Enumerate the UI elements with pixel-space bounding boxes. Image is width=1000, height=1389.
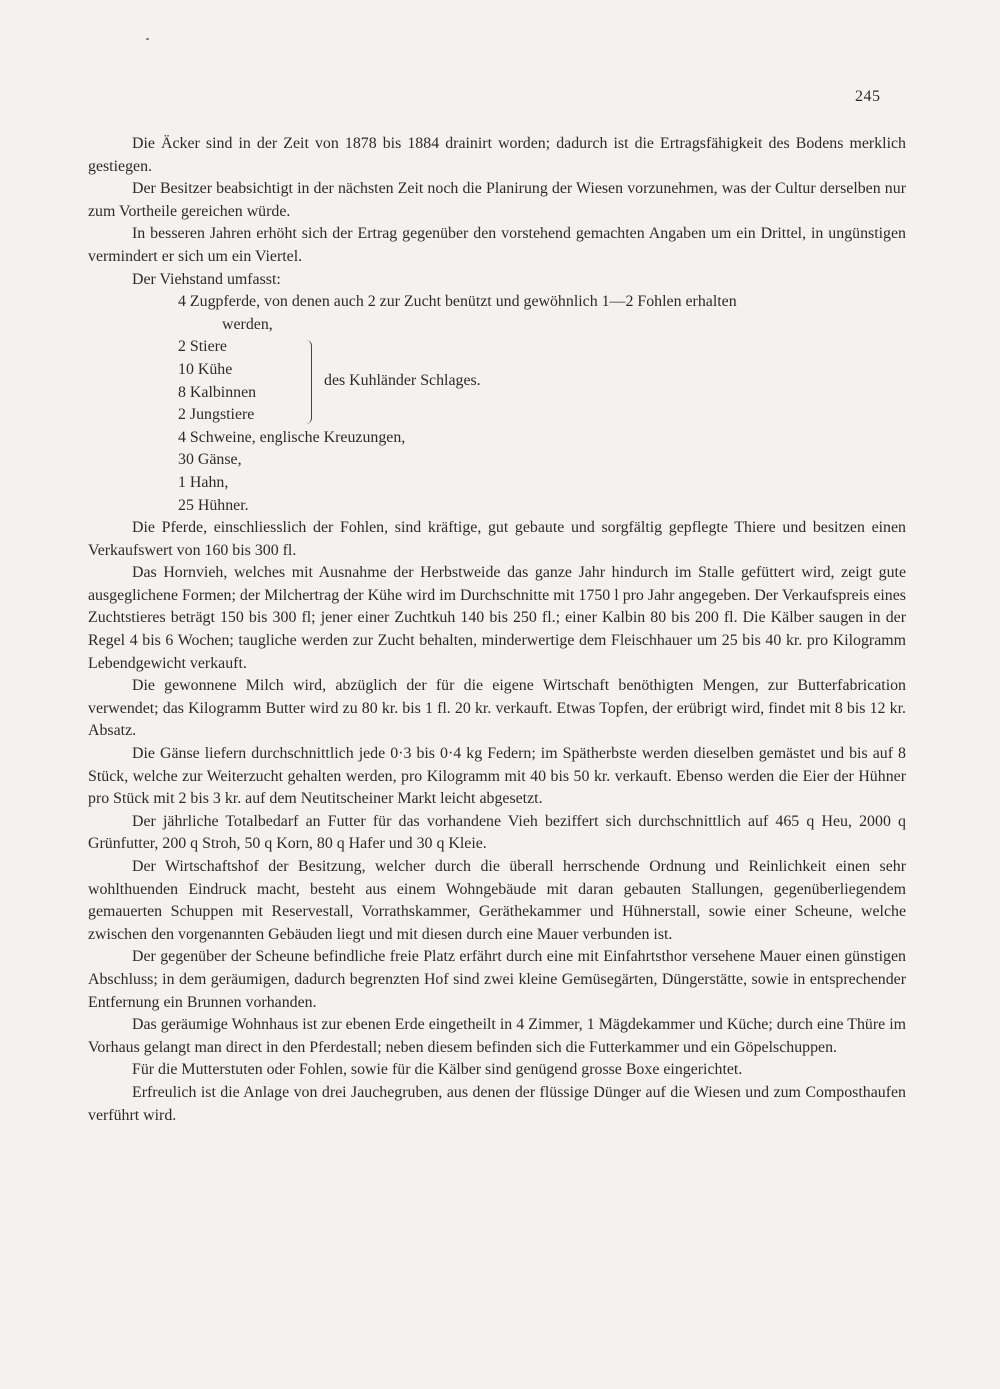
paragraph-livestock-intro: Der Viehstand umfasst: <box>132 270 281 288</box>
page-number: 245 <box>855 88 881 105</box>
page-text <box>88 133 906 1127</box>
brace <box>303 340 312 424</box>
livestock-item: 1 Hahn, <box>178 473 229 491</box>
paragraph: Für die Mutterstuten oder Fohlen, sowie für die Kälber sind genügend grosse Boxe eingerichtet. <box>132 1061 743 1079</box>
livestock-item: 10 Kühe <box>178 360 233 378</box>
paper-speck <box>146 38 149 40</box>
livestock-item: 8 Kalbinnen <box>178 383 257 401</box>
paragraph: Die gewonnene Milch wird, abzüglich der für die eigene Wirtschaft benöthigten Mengen, zur Butterfabrication verwendet; das Kilogramm Butter wird zu 80 kr. bis 1 fl. 20 kr. verkauft. Etwas Topfen, der erübrigt wird, findet mit 8 bis 12 kr. Absatz. <box>88 677 906 740</box>
livestock-item: 30 Gänse, <box>178 451 242 469</box>
paragraph: Der jährliche Totalbedarf an Futter für das vorhandene Vieh beziffert sich durchschnittlich auf 465 q Heu, 2000 q Grünfutter, 200 q Stroh, 50 q Korn, 80 q Hafer und 30 q Kleie. <box>88 812 906 853</box>
livestock-item: 25 Hühner. <box>178 496 249 514</box>
paragraph: Das geräumige Wohnhaus ist zur ebenen Erde eingetheilt in 4 Zimmer, 1 Mägdekammer und Küche; durch eine Thüre im Vorhaus gelangt man direct in den Pferdestall; neben diesem befinden sich die Futterkammer und ein Göpelschuppen. <box>88 1016 906 1056</box>
livestock-item: 2 Stiere <box>178 338 227 356</box>
paragraph: Die Gänse liefern durchschnittlich jede 0·3 bis 0·4 kg Federn; im Spätherbste werden dieselben gemästet und bis auf 8 Stück, welche zur Weiterzucht gehalten werden, pro Kilogramm mit 40 bis 50 kr. verkauft. Ebenso werden die Eier der Hühner pro Stück mit 2 bis 3 kr. auf dem Neutitscheiner Markt leicht abgesetzt. <box>88 745 906 808</box>
paragraph: Die Pferde, einschliesslich der Fohlen, sind kräftige, gut gebaute und sorgfältig gepflegte Thiere und besitzen einen Verkaufswert von 160 bis 300 fl. <box>88 519 906 559</box>
livestock-item: 4 Schweine, englische Kreuzungen, <box>178 428 406 446</box>
paragraph: Die Äcker sind in der Zeit von 1878 bis 1884 drainirt worden; dadurch ist die Ertragsfähigkeit des Bodens merklich gestiegen. <box>88 135 906 175</box>
paragraph: Das Hornvieh, welches mit Ausnahme der Herbstweide das ganze Jahr hindurch im Stalle gefüttert wird, zeigt gute ausgeglichene Formen; der Milchertrag der Kühe wird im Durchschnitte mit 1750 l pro Jahr angegeben. Der Verkaufspreis eines Zuchtstieres beträgt 150 bis 300 fl; jener einer Zuchtkuh 140 bis 250 fl.; einer Kalbin 80 bis 200 fl. Die Kälber saugen in der Regel 4 bis 6 Wochen; taugliche werden zur Zucht behalten, minderwertige dem Fleischhauer um 25 bis 40 kr. pro Kilogramm Lebendgewicht verkauft. <box>88 564 906 672</box>
cattle-group <box>178 336 906 426</box>
cattle-breed-label: des Kuhländer Schlages. <box>324 372 481 390</box>
paragraph: Der Wirtschaftshof der Besitzung, welcher durch die überall herrschende Ordnung und Reinlichkeit einen sehr wohlthuenden Eindruck macht, besteht aus einem Wohngebäude mit daran gebauten Stallungen, gegenüberliegendem gemauerten Schuppen mit Reservestall, Vorrathskammer, Geräthekammer und Hühnerstall, sowie einer Scheune, welche zwischen den vorgenannten Gebäuden liegt und mit diesen durch eine Mauer verbunden ist. <box>88 858 906 943</box>
paragraph: In besseren Jahren erhöht sich der Ertrag gegenüber den vorstehend gemachten Angaben um ein Drittel, in ungünstigen vermindert er sich um ein Viertel. <box>88 225 906 265</box>
paragraph: Der gegenüber der Scheune befindliche freie Platz erfährt durch eine mit Einfahrtsthor versehene Mauer einen günstigen Abschluss; in dem geräumigen, dadurch begrenzten Hof sind zwei kleine Gemüsegärten, Düngerstätte, sowie in entsprechender Entfernung ein Brunnen vorhanden. <box>88 948 906 1011</box>
livestock-item: 2 Jungstiere <box>178 406 255 424</box>
livestock-item-horses: 4 Zugpferde, von denen auch 2 zur Zucht benützt und gewöhnlich 1—2 Fohlen erhalten <box>178 293 737 311</box>
livestock-item-horses-cont: werden, <box>222 315 273 333</box>
livestock-list <box>178 291 906 517</box>
paragraph: Erfreulich ist die Anlage von drei Jauchegruben, aus denen der flüssige Dünger auf die Wiesen und zum Composthaufen verführt wird. <box>88 1083 906 1124</box>
paragraph: Der Besitzer beabsichtigt in der nächsten Zeit noch die Planirung der Wiesen vorzunehmen, was der Cultur derselben nur zum Vortheile gereichen würde. <box>88 180 906 220</box>
